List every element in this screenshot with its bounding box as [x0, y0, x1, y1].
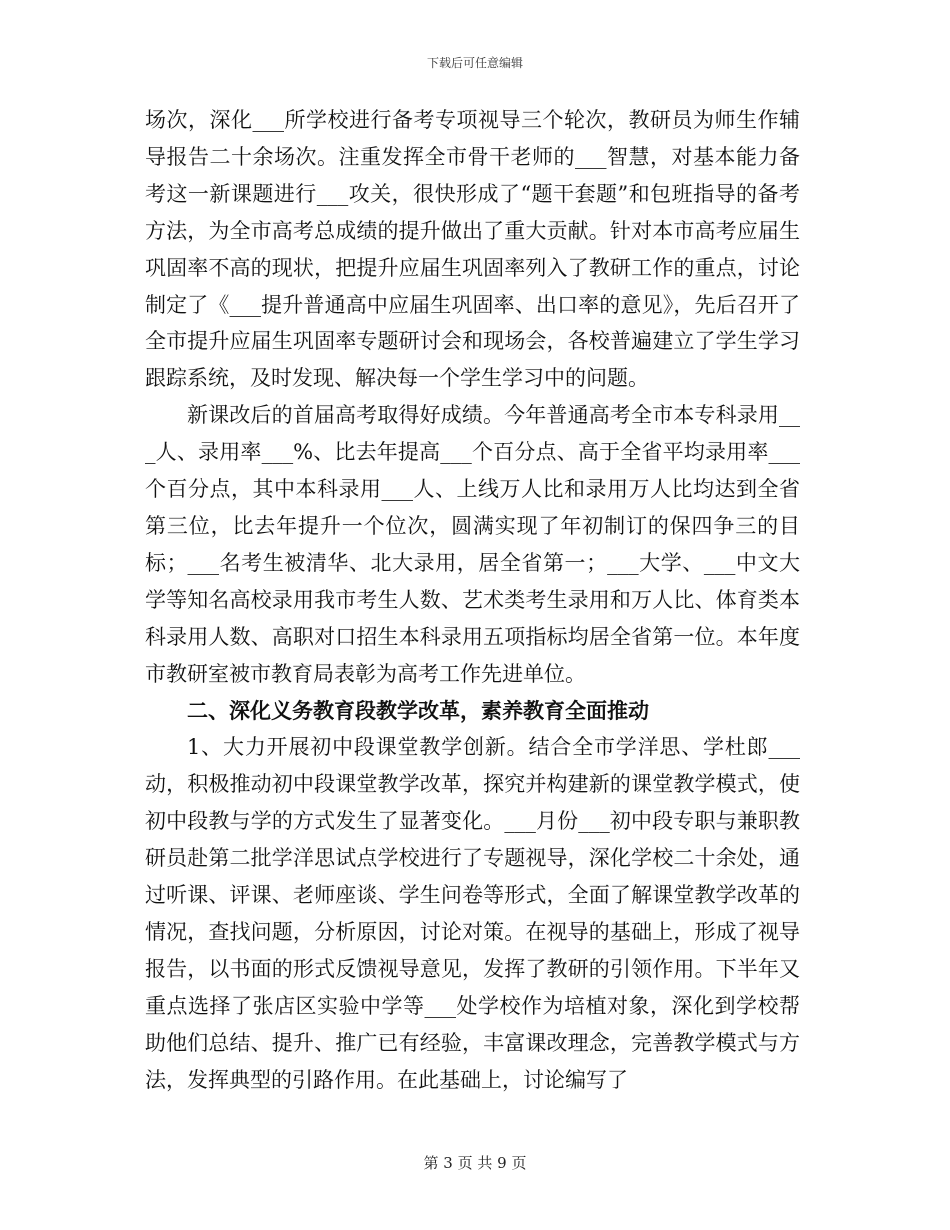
paragraph-exam-results: 新课改后的首届高考取得好成绩。今年普通高考全市本专科录用___人、录用率___%、比去年提高___个百分点、高于全省平均录用率___个百分点，其中本科录用___人、上线万人比和录用万人比均达到全省第三位，比去年提升一个位次，圆满实现了年初制订的保四争三的目标；___名考生被清华、北大录用，居全省第一；___大学、___中文大学等知名高校录用我市考生人数、艺术类考生录用和万人比、体育类本科录用人数、高职对口招生本科录用五项指标均居全省第一位。本年度市教研室被市教育局表彰为高考工作先进单位。 [145, 403, 800, 686]
paragraph-classroom-innovation: 1、大力开展初中段课堂教学创新。结合全市学洋思、学杜郎___动，积极推动初中段课堂教学改革，探究并构建新的课堂教学模式，使初中段教与学的方式发生了显著变化。___月份___初中段专职与兼职教研员赴第二批学洋思试点学校进行了专题视导，深化学校二十余处，通过听课、评课、老师座谈、学生问卷等形式，全面了解课堂教学改革的情况，查找问题，分析原因，讨论对策。在视导的基础上，形成了视导报告，以书面的形式反馈视导意见，发挥了教研的引领作用。下半年又重点选择了张店区实验中学等___处学校作为培植对象，深化到学校帮助他们总结、提升、推广已有经验，丰富课改理念，完善教学模式与方法，发挥典型的引路作用。在此基础上，讨论编写了 [145, 735, 800, 1092]
page-header: 下载后可任意编辑 [426, 56, 523, 70]
document-body [145, 102, 800, 1098]
page-footer: 第 3 页 共 9 页 [423, 1154, 527, 1172]
paragraph-continued: 场次，深化___所学校进行备考专项视导三个轮次，教研员为师生作辅导报告二十余场次。注重发挥全市骨干老师的___智慧，对基本能力备考这一新课题进行___攻关，很快形成了“题干套题”和包班指导的备考方法，为全市高考总成绩的提升做出了重大贡献。针对本市高考应届生巩固率不高的现状，把提升应届生巩固率列入了教研工作的重点，讨论制定了《___提升普通高中应届生巩固率、出口率的意见》，先后召开了全市提升应届生巩固率专题研讨会和现场会，各校普遍建立了学生学习跟踪系统，及时发现、解决每一个学生学习中的问题。 [145, 108, 800, 391]
section-heading: 二、深化义务教育段教学改革，素养教育全面推动 [187, 697, 649, 723]
